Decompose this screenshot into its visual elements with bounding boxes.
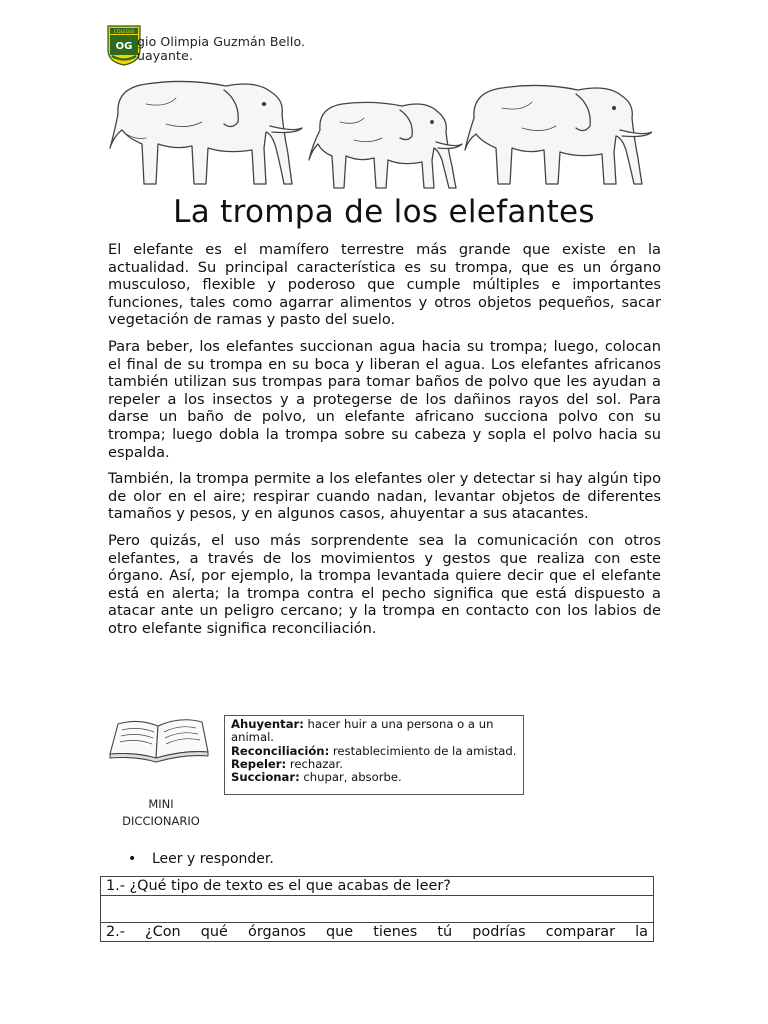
question-2: 2.- ¿Con qué órganos que tienes tú podrías comparar la: [101, 923, 654, 942]
questions-table: [100, 876, 654, 942]
article-body: [108, 241, 661, 646]
dictionary-entry: [231, 718, 517, 745]
three-elephants-illustration: [106, 74, 652, 192]
question-1: 1.- ¿Qué tipo de texto es el que acabas de leer?: [101, 877, 654, 896]
answer-field-1[interactable]: [101, 896, 654, 923]
dictionary-entry: [231, 758, 517, 771]
elephant-middle: [309, 102, 462, 188]
table-row: [101, 877, 654, 896]
logo-text: COLEGIO: [113, 30, 135, 35]
open-book-icon: [106, 714, 212, 764]
entry-term: Repeler:: [231, 756, 287, 771]
paragraph: El elefante es el mamífero terrestre más grande que existe en la actualidad. Su principal característica es su trompa, que es un órgano musculoso, flexible y poderoso que cumple múltiples e importantes funciones, tales como agarrar alimentos y otros objetos pequeños, sacar vegetación de ramas y pasto del suelo.: [108, 241, 661, 329]
svg-text:OG: OG: [115, 41, 133, 52]
school-name-line2: uayante.: [137, 48, 193, 63]
entry-definition: hacer huir a una persona o a un animal.: [231, 717, 494, 745]
mini-label-line2: DICCIONARIO: [122, 814, 200, 828]
entry-definition: restablecimiento de la amistad.: [329, 743, 517, 758]
elephant-left: [110, 81, 302, 184]
mini-dictionary-label: [108, 796, 214, 830]
table-row: [101, 896, 654, 923]
entry-term: Reconciliación:: [231, 743, 330, 758]
paragraph: Para beber, los elefantes succionan agua hacia su trompa; luego, colocan el final de su trompa en su boca y liberan el agua. Los elefantes africanos también utilizan sus trompas para tomar baños de polvo que les ayudan a repeler a los insectos y a protegerse de los dañinos rayos del sol. Para darse un baño de polvo, un elefante africano succiona polvo con su trompa; luego dobla la trompa sobre su cabeza y sopla el polvo hacia su espalda.: [108, 337, 661, 461]
dictionary-entry: [231, 771, 517, 784]
dictionary-box: [224, 715, 524, 795]
entry-term: Succionar:: [231, 770, 300, 785]
entry-definition: chupar, absorbe.: [299, 770, 402, 785]
paragraph: Pero quizás, el uso más sorprendente sea la comunicación con otros elefantes, a través de los movimientos y gestos que realiza con este órgano. Así, por ejemplo, la trompa levantada quiere decir que el elefante está en alerta; la trompa contra el pecho significa que está dispuesto a atacar ante un peligro cercano; y la trompa en contacto con los labios de otro elefante significa reconciliación.: [108, 531, 661, 637]
school-name-line1: gio Olimpia Guzmán Bello.: [137, 34, 306, 49]
mini-label-line1: MINI: [148, 797, 174, 811]
entry-definition: rechazar.: [286, 756, 343, 771]
dictionary-entry: [231, 745, 517, 758]
school-name: [137, 35, 305, 63]
school-header: [106, 24, 406, 68]
paragraph: También, la trompa permite a los elefantes oler y detectar si hay algún tipo de olor en el aire; respirar cuando nadan, levantar objetos de diferentes tamaños y pesos, y en algunos casos, ahuyentar a sus atacantes.: [108, 470, 661, 523]
elephant-right: [465, 85, 652, 184]
instructions-text: Leer y responder.: [152, 851, 274, 867]
entry-term: Ahuyentar:: [231, 717, 304, 731]
document-title: La trompa de los elefantes: [173, 194, 595, 230]
table-row: [101, 923, 654, 942]
bullet-icon: •: [128, 851, 137, 867]
